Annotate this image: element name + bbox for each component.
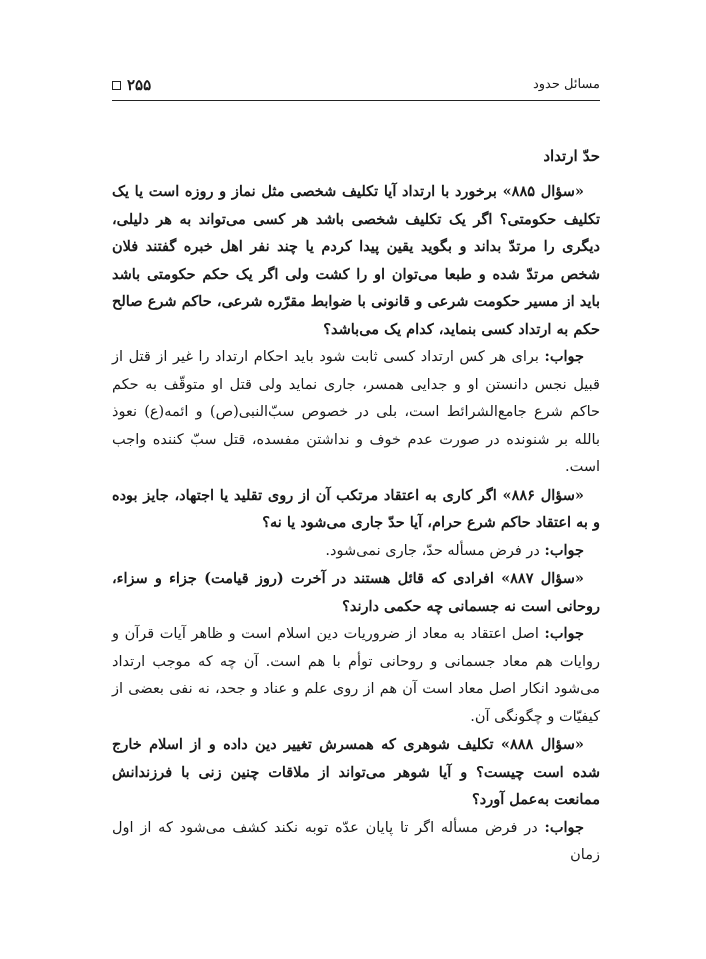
answer-label: جواب: (544, 818, 585, 836)
answer-886 (112, 537, 600, 566)
answer-888 (112, 814, 600, 870)
answer-label: جواب: (544, 541, 584, 559)
question-886 (112, 482, 600, 537)
page-number-group (112, 76, 151, 94)
question-text: تکلیف شوهری که همسرش تغییر دین داده و از اسلام خارج شده است چیست؟ و آیا شوهر می‌تواند از ملاقات چنین زنی با فرزندانش ممانعت به‌عمل آورد؟ (112, 736, 600, 808)
question-888 (112, 731, 600, 814)
answer-text: اصل اعتقاد به معاد از ضروریات دین اسلام است و ظاهر آیات قرآن و روایات هم معاد جسمانی و روحانی توأم با هم است. آن چه که موجب ارتداد می‌شود انکار اصل معاد است آن هم از روی علم و عناد و جحد، نه نفی بعضی از کیفیّات و چگونگی آن. (112, 626, 601, 725)
question-text: افرادی که قائل هستند در آخرت (روز قیامت) جزاء و سزاء، روحانی است نه جسمانی چه حکمی دارند؟ (112, 570, 600, 615)
question-label: «سؤال ۸۸۷» (501, 570, 584, 587)
answer-text: در فرض مسأله حدّ، جاری نمی‌شود. (325, 542, 540, 559)
answer-text: برای هر کس ارتداد کسی ثابت شود باید احکام ارتداد را غیر از قتل از قبیل نجس دانستن او و جدایی همسر، جاری نماید ولی قتل او متوقّف به حکم حاکم شرع جامع‌الشرائط است، بلی در خصوص سبّ‌النبی(ص) و ائمه(ع) نعوذ بالله بر شنونده در صورت عدم خوف و نداشتن مفسده، قتل سبّ کننده واجب است. (112, 349, 600, 475)
answer-label: جواب: (544, 625, 585, 642)
section-title: حدّ ارتداد (543, 147, 600, 165)
question-label: «سؤال ۸۸۵» (502, 183, 584, 200)
question-text: اگر کاری به اعتقاد مرتکب آن از روی تقلید یا اجتهاد، جایز بوده و به اعتقاد حاکم شرع حرام، آیا حدّ جاری می‌شود یا نه؟ (112, 486, 600, 531)
page-header (112, 72, 600, 101)
question-887 (112, 565, 600, 620)
running-header-title: مسائل حدود (532, 77, 600, 92)
page-content (112, 142, 600, 870)
question-text: برخورد با ارتداد آیا تکلیف شخصی مثل نماز و روزه است یا یک تکلیف حکومتی؟ اگر یک تکلیف شخصی باشد هر کسی می‌تواند به هر دلیلی، دیگری را مرتدّ بداند و بگوید یقین پیدا کردم یا چند نفر اهل خبره گفتند فلان شخص مرتدّ شده و طبعا می‌توان او را کشت ولی اگر یک حکم حکومتی باشد باید از مسیر حکومت شرعی و قانونی با ضوابط مقرّره شرعی، حاکم شرع صالح حکم به ارتداد کسی بنماید، کدام یک می‌باشد؟ (112, 183, 600, 338)
answer-label: جواب: (544, 348, 585, 365)
answer-text: در فرض مسأله اگر تا پایان عدّه توبه نکند کشف می‌شود که از اول زمان (112, 819, 600, 863)
question-label: «سؤال ۸۸۸» (500, 736, 584, 753)
question-885 (112, 178, 600, 343)
answer-887 (112, 620, 600, 731)
answer-885 (112, 343, 600, 482)
page-number: ۲۵۵ (127, 76, 152, 94)
question-label: «سؤال ۸۸۶» (502, 486, 584, 504)
square-bullet-icon (112, 81, 121, 90)
